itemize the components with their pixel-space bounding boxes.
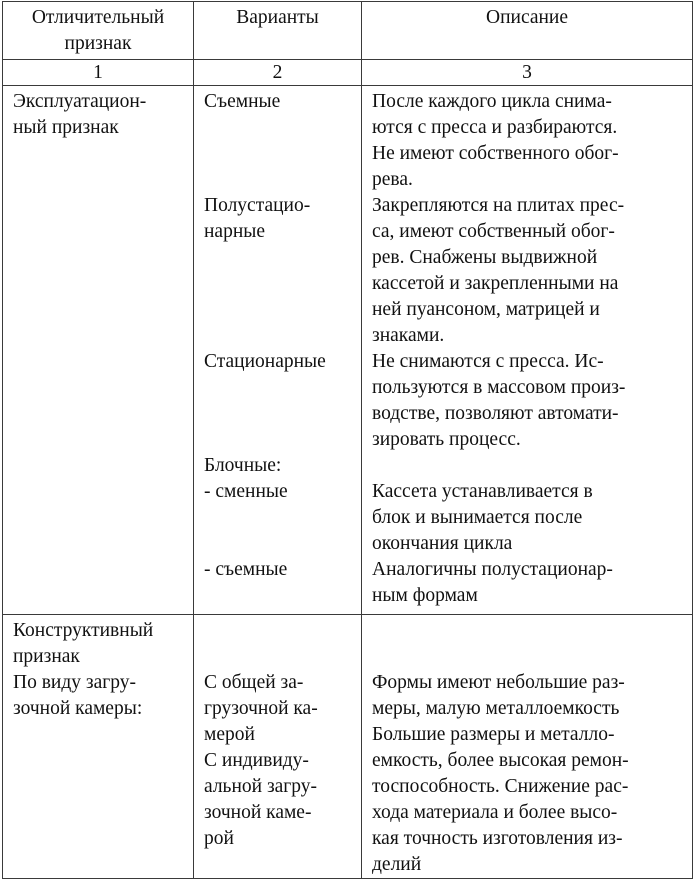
header-cell-feature (3, 2, 194, 60)
column-number-row (3, 60, 693, 86)
header-row (3, 2, 693, 60)
header-text: признак (64, 33, 132, 54)
description-text: хода материала и более высо- (372, 802, 618, 823)
header-text: Отличительный (31, 7, 165, 28)
variant-text: С общей за- (204, 672, 304, 693)
description-text: рева. (372, 169, 413, 190)
feature-text: Конструктивный (13, 620, 154, 641)
description-text: меры, малую металлоемкость (372, 698, 620, 719)
description-text: емкость, более высокая ремон- (372, 750, 629, 771)
header-cell-variants (194, 2, 362, 60)
header-text: Варианты (236, 7, 319, 28)
description-text: делий (372, 854, 422, 875)
variant-text: С индивиду- (204, 750, 309, 771)
variant-text: мерой (204, 724, 255, 745)
description-text: ней пуансоном, матрицей и (372, 299, 600, 320)
description-text: ным формам (372, 585, 478, 606)
description-text: знаками. (372, 325, 445, 346)
description-text: пользуются в массовом произ- (372, 377, 626, 398)
column-number: 2 (194, 60, 362, 86)
description-text: ются с пресса и разбираются. (372, 117, 618, 138)
description-text: Не имеют собственного обог- (372, 143, 619, 164)
feature-text: По виду загру- (13, 672, 136, 693)
variant-text: Блочные: (204, 455, 282, 476)
feature-text: зочной камеры: (13, 698, 143, 719)
variant-text: Полустацио- (204, 195, 311, 216)
description-text: После каждого цикла снима- (372, 91, 612, 112)
description-text: са, имеют собственный обог- (372, 221, 615, 242)
column-number: 1 (3, 60, 194, 86)
header-cell-description (362, 2, 693, 60)
description-text: Закрепляются на плитах прес- (372, 195, 625, 216)
description-text: Не снимаются с пресса. Ис- (372, 351, 604, 372)
description-text: кассетой и закрепленными на (372, 273, 619, 294)
description-text: Аналогичны полустационар- (372, 559, 613, 580)
feature-text: признак (13, 646, 80, 667)
variant-text: нарные (204, 221, 266, 242)
variants-cell (194, 86, 362, 615)
header-text: Описание (485, 7, 569, 28)
description-cell (362, 86, 693, 615)
description-text: тоспособность. Снижение рас- (372, 776, 629, 797)
variant-text: грузочной ка- (204, 698, 318, 719)
feature-text: ный признак (13, 117, 119, 138)
variants-cell (194, 615, 362, 879)
description-cell (362, 615, 693, 879)
description-text: Кассета устанавливается в (372, 481, 593, 502)
description-text: кая точность изготовления из- (372, 828, 623, 849)
variant-text: Стационарные (204, 351, 326, 372)
description-text: зировать процесс. (372, 429, 521, 450)
column-number: 3 (362, 60, 693, 86)
variant-text: альной загру- (204, 776, 318, 797)
description-text: водстве, позволяют автомати- (372, 403, 619, 424)
feature-cell (3, 86, 194, 615)
variant-text: зочной каме- (204, 802, 312, 823)
description-text: блок и вынимается после (372, 507, 583, 528)
table-row (3, 86, 693, 615)
description-text: окончания цикла (372, 533, 513, 554)
properties-table (2, 1, 693, 879)
description-text: Формы имеют небольшие раз- (372, 672, 625, 693)
variant-text: Съемные (204, 91, 281, 112)
description-text: рев. Снабжены выдвижной (372, 247, 598, 268)
variant-text: - сменные (204, 481, 288, 502)
description-text: Большие размеры и металло- (372, 724, 615, 745)
variant-text: - съемные (204, 559, 288, 580)
variant-text: рой (204, 828, 234, 849)
table-row (3, 615, 693, 879)
feature-cell (3, 615, 194, 879)
feature-text: Эксплуатацион- (13, 91, 147, 112)
